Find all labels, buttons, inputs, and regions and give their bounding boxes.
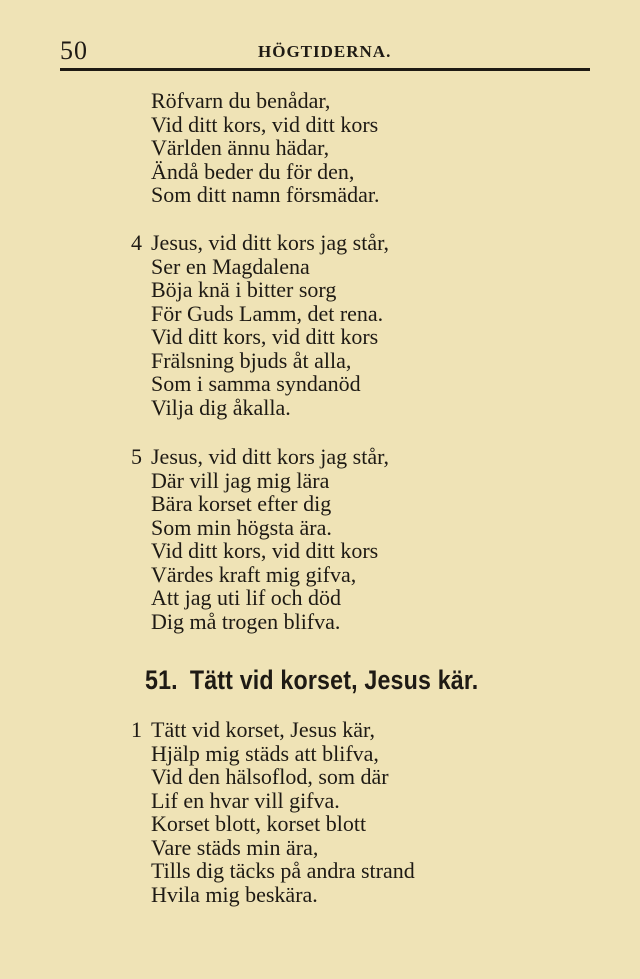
stanza-continuation (124, 89, 604, 207)
page-header (0, 30, 640, 72)
verse-line: 5 Jesus, vid ditt kors jag står, (124, 445, 604, 469)
verse-line: 4 Jesus, vid ditt kors jag står, (124, 231, 604, 255)
verse-line: Bära korset efter dig (151, 491, 332, 516)
hymn-51-stanza-1 (124, 718, 604, 906)
verse-line: Vilja dig åkalla. (151, 394, 291, 420)
verse-line: Vid ditt kors, vid ditt kors (151, 111, 379, 137)
verse-line: För Guds Lamm, det rena. (151, 300, 384, 326)
verse-line: Böja knä i bitter sorg (151, 277, 337, 302)
verse-line: Värdes kraft mig gifva, (151, 561, 357, 587)
verse-line: Hvila mig beskära. (151, 881, 318, 907)
hymn-number: 51. (145, 665, 178, 695)
hymn-title-text: Tätt vid korset, Jesus kär. (189, 665, 479, 695)
verse-line: Vid ditt kors, vid ditt kors (151, 324, 379, 349)
verse-line: Ändå beder du för den, (151, 158, 355, 184)
stanza-number: 5 (131, 444, 142, 469)
verse-line: Ser en Magdalena (151, 253, 310, 279)
hymn-title (145, 665, 478, 696)
verse-line: Som i samma syndanöd (151, 371, 361, 396)
verse-line: 1 Tätt vid korset, Jesus kär, (124, 718, 604, 742)
stanza-number: 4 (131, 230, 142, 255)
stanza-5 (124, 445, 604, 633)
verse-line: Att jag uti lif och död (151, 585, 342, 610)
verse-line: Vid ditt kors, vid ditt kors (151, 538, 379, 563)
verse-line: Lif en hvar vill gifva. (151, 787, 340, 813)
header-rule (60, 68, 590, 71)
verse-line: Hjälp mig städs att blifva, (151, 740, 379, 766)
verse-line: Korset blott, korset blott (151, 811, 367, 836)
verse-line: Vare städs min ära, (151, 834, 319, 860)
verse-line: Frälsning bjuds åt alla, (151, 347, 352, 373)
verse-line: Där vill jag mig lära (151, 467, 330, 493)
running-title: HÖGTIDERNA. (258, 42, 392, 61)
verse-line: Röfvarn du benådar, (151, 88, 331, 113)
verse-line: Tills dig täcks på andra strand (151, 858, 415, 883)
verse-line: Som ditt namn försmädar. (151, 182, 380, 207)
page-number: 50 (60, 36, 88, 65)
verse-line: Vid den hälsoflod, som där (151, 764, 389, 789)
stanza-4 (124, 231, 604, 419)
verse-line: Dig må trogen blifva. (151, 608, 341, 634)
verse-line: Världen ännu hädar, (151, 135, 330, 160)
stanza-number: 1 (131, 717, 142, 742)
verse-line: Som min högsta ära. (151, 514, 332, 540)
